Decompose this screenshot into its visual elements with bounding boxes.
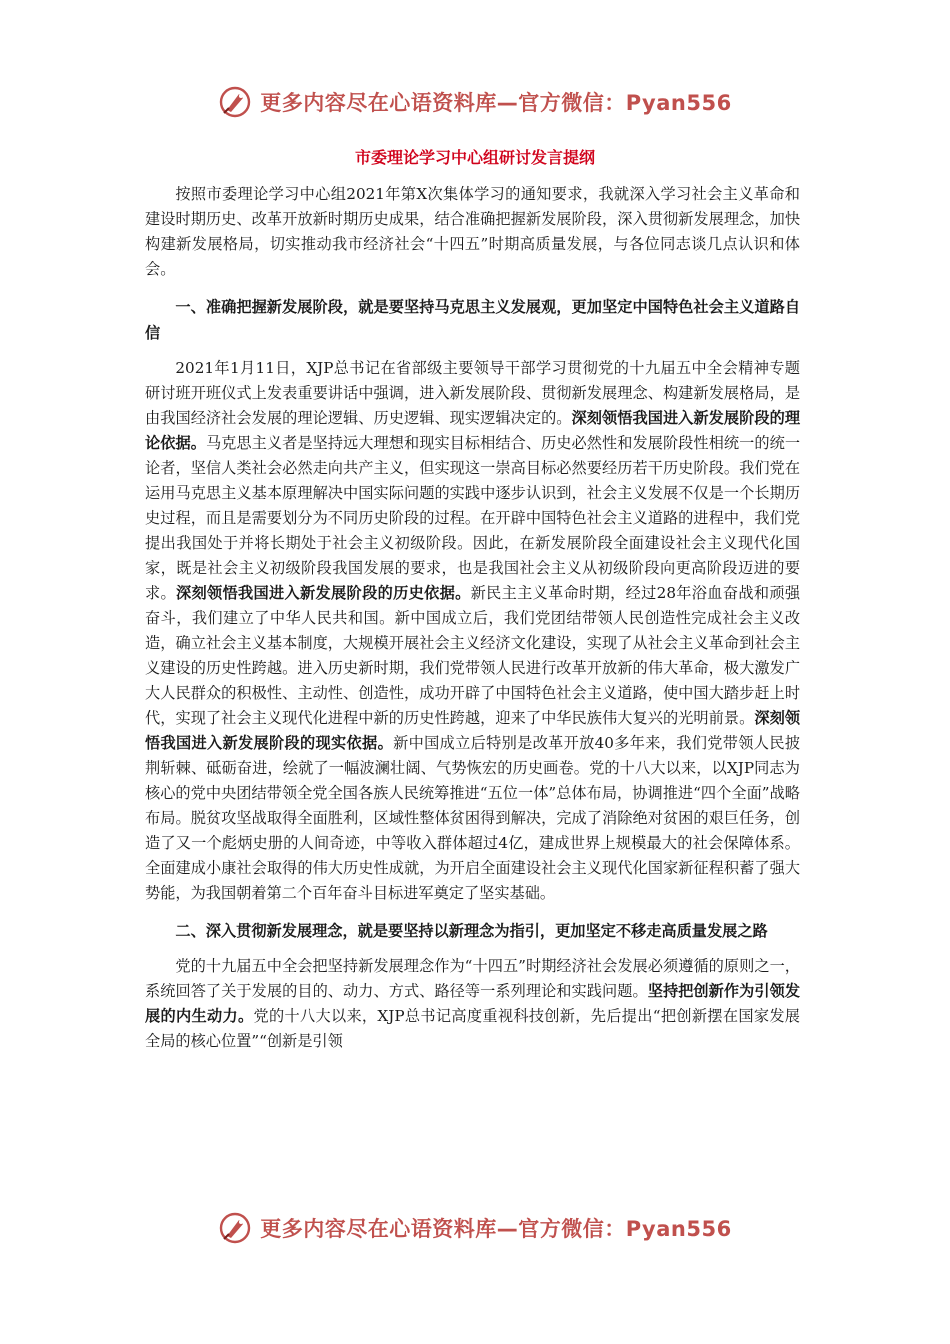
footer-banner: [0, 1208, 950, 1248]
section-1-bold-1: 深刻领悟我国进入新发展阶段的理论依据。: [145, 409, 801, 452]
banner-text: 更多内容尽在心语资料库—官方微信：Pyan556: [260, 91, 732, 115]
section-2-text-1: 党的十九届五中全会把坚持新发展理念作为“十四五”时期经济社会发展必须遵循的原则之一，系统回答了关于发展的目的、动力、方式、路径等一系列理论和实践问题。: [145, 957, 800, 1000]
section-1-text-2: 马克思主义者是坚持远大理想和现实目标相结合、历史必然性和发展阶段性相统一的统一论者，坚信人类社会必然走向共产主义，但实现这一崇高目标必然要经历若干历史阶段。我们党在运用马克思主义基本原理解决中国实际问题的实践中逐步认识到，社会主义发展不仅是一个长期历史过程，而且是需要划分为不同历史阶段的过程。在开辟中国特色社会主义道路的进程中，我们党提出我国处于并将长期处于社会主义初级阶段。因此，在新发展阶段全面建设社会主义现代化国家，既是社会主义初级阶段我国发展的要求，也是我国社会主义从初级阶段向更高阶段迈进的要求。: [145, 434, 801, 602]
document-body: [145, 182, 800, 1054]
section-2-heading: 二、深入贯彻新发展理念，就是要坚持以新理念为指引，更加坚定不移走高质量发展之路: [175, 922, 768, 940]
pen-nib-logo-icon: [218, 1211, 252, 1245]
intro-paragraph: 按照市委理论学习中心组2021年第X次集体学习的通知要求，我就深入学习社会主义革命和建设时期历史、改革开放新时期历史成果，结合准确把握新发展阶段，深入贯彻新发展理念，加快构建新发展格局，切实推动我市经济社会“十四五”时期高质量发展，与各位同志谈几点认识和体会。: [145, 185, 800, 278]
header-banner: [0, 82, 950, 122]
section-1-bold-3: 深刻领悟我国进入新发展阶段的现实依据。: [145, 709, 801, 752]
section-1-bold-2: 深刻领悟我国进入新发展阶段的历史依据。: [176, 584, 471, 602]
section-2-bold-1: 坚持把创新作为引领发展的内生动力。: [145, 982, 801, 1025]
section-2-text-2: 党的十八大以来，XJP总书记高度重视科技创新，先后提出“把创新摆在国家发展全局的核心位置”“创新是引领: [145, 1007, 800, 1050]
section-1-text-1: 2021年1月11日，XJP总书记在省部级主要领导干部学习贯彻党的十九届五中全会精神专题研讨班开班仪式上发表重要讲话中强调，进入新发展阶段、贯彻新发展理念、构建新发展格局，是由我国经济社会发展的理论逻辑、历史逻辑、现实逻辑决定的。: [145, 359, 800, 427]
pen-nib-logo-icon: [218, 85, 252, 119]
banner-text: 更多内容尽在心语资料库—官方微信：Pyan556: [260, 1217, 732, 1241]
section-1-paragraph: [145, 356, 800, 906]
section-1-text-3: 新民主主义革命时期，经过28年浴血奋战和顽强奋斗，我们建立了中华人民共和国。新中国成立后，我们党团结带领人民创造性完成社会主义改造，确立社会主义基本制度，大规模开展社会主义经济文化建设，实现了从社会主义革命到社会主义建设的历史性跨越。进入历史新时期，我们党带领人民进行改革开放新的伟大革命，极大激发广大人民群众的积极性、主动性、创造性，成功开辟了中国特色社会主义道路，使中国大踏步赶上时代，实现了社会主义现代化进程中新的历史性跨越，迎来了中华民族伟大复兴的光明前景。: [145, 584, 801, 727]
section-1-heading: 一、准确把握新发展阶段，就是要坚持马克思主义发展观，更加坚定中国特色社会主义道路自信: [145, 298, 800, 342]
section-2-paragraph: [145, 954, 800, 1054]
section-1-text-4: 新中国成立后特别是改革开放40多年来，我们党带领人民披荆斩棘、砥砺奋进，绘就了一幅波澜壮阔、气势恢宏的历史画卷。党的十八大以来，以XJP同志为核心的党中央团结带领全党全国各族人民统筹推进“五位一体”总体布局，协调推进“四个全面”战略布局。脱贫攻坚战取得全面胜利，区域性整体贫困得到解决，完成了消除绝对贫困的艰巨任务，创造了又一个彪炳史册的人间奇迹，中等收入群体超过4亿，建成世界上规模最大的社会保障体系。全面建成小康社会取得的伟大历史性成就，为开启全面建设社会主义现代化国家新征程积蓄了强大势能，为我国朝着第二个百年奋斗目标进军奠定了坚实基础。: [145, 734, 801, 902]
document-title: 市委理论学习中心组研讨发言提纲: [354, 148, 595, 167]
